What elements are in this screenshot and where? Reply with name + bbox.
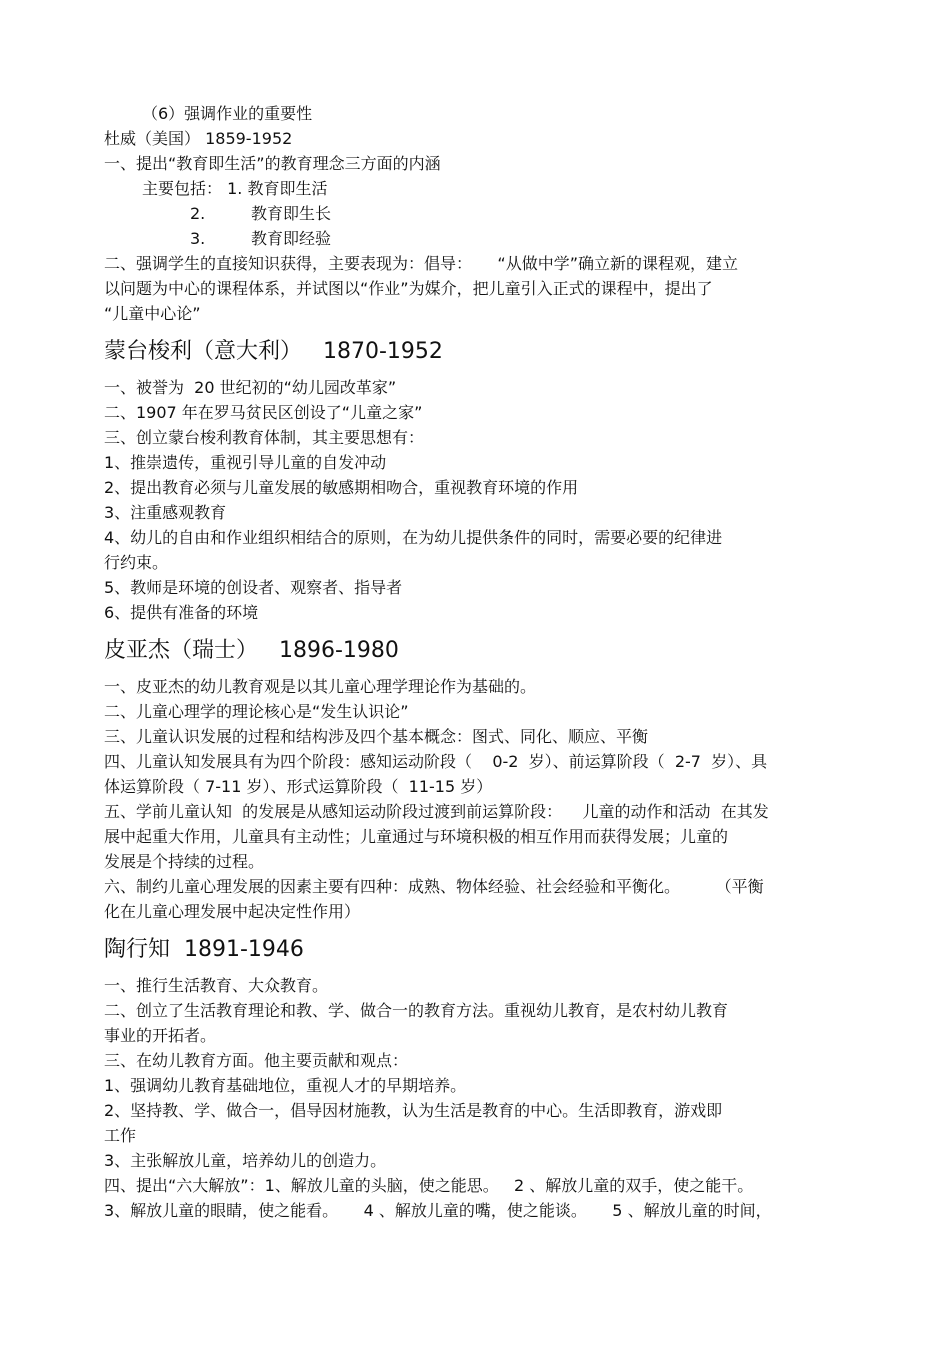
montessori-line-5: 2、提出教育必须与儿童发展的敏感期相吻合，重视教育环境的作用 xyxy=(104,478,579,497)
dewey-line-6: 3. 教育即经验 xyxy=(190,229,332,248)
tao-line-6: 2、坚持教、学、做合一，倡导因材施教，认为生活是教育的中心。生活即教育，游戏即 xyxy=(104,1101,723,1120)
piaget-line-2: 二、儿童心理学的理论核心是“发生认识论” xyxy=(104,702,409,721)
piaget-line-3: 三、儿童认识发展的过程和结构涉及四个基本概念：图式、同化、顺应、平衡 xyxy=(104,727,649,746)
montessori-line-7: 4、幼儿的自由和作业组织相结合的原则，在为幼儿提供条件的同时，需要必要的纪律进 xyxy=(104,528,723,547)
piaget-line-7: 展中起重大作用，儿童具有主动性；儿童通过与环境积极的相互作用而获得发展；儿童的 xyxy=(104,827,729,846)
dewey-heading: 杜威（美国） 1859-1952 xyxy=(104,129,293,148)
dewey-line-8: 以问题为中心的课程体系，并试图以“作业”为媒介，把儿童引入正式的课程中，提出了 xyxy=(104,279,713,298)
tao-line-8: 3、主张解放儿童，培养幼儿的创造力。 xyxy=(104,1151,387,1170)
piaget-line-9: 六、制约儿童心理发展的因素主要有四种：成熟、物体经验、社会经验和平衡化。 （平衡 xyxy=(104,877,764,896)
tao-line-1: 一、推行生活教育、大众教育。 xyxy=(104,976,329,995)
dewey-line-9: “儿童中心论” xyxy=(104,304,201,323)
piaget-line-6: 五、学前儿童认知 的发展是从感知运动阶段过渡到前运算阶段： 儿童的动作和活动 在其发 xyxy=(104,802,769,821)
tao-heading: 陶行知 1891-1946 xyxy=(104,937,304,962)
montessori-line-3: 三、创立蒙台梭利教育体制，其主要思想有： xyxy=(104,428,425,447)
tao-line-7: 工作 xyxy=(104,1126,137,1145)
piaget-heading: 皮亚杰（瑞士） 1896-1980 xyxy=(104,638,399,663)
dewey-line-4: 主要包括： 1. 教育即生活 xyxy=(142,179,328,198)
dewey-line-3: 一、提出“教育即生活”的教育理念三方面的内涵 xyxy=(104,154,441,173)
piaget-line-5: 体运算阶段（ 7-11 岁）、形式运算阶段（ 11-15 岁） xyxy=(104,777,493,796)
piaget-line-10: 化在儿童心理发展中起决定性作用） xyxy=(104,902,361,921)
piaget-line-8: 发展是个持续的过程。 xyxy=(104,852,265,871)
montessori-line-2: 二、1907 年在罗马贫民区创设了“儿童之家” xyxy=(104,403,423,422)
dewey-line-7: 二、强调学生的直接知识获得，主要表现为：倡导： “从做中学”确立新的课程观，建立 xyxy=(104,254,739,273)
piaget-line-4: 四、儿童认知发展具有为四个阶段：感知运动阶段（ 0-2 岁）、前运算阶段（ 2-7 岁）、具 xyxy=(104,752,768,771)
tao-line-10: 3、解放儿童的眼睛，使之能看。 4 、解放儿童的嘴，使之能谈。 5 、解放儿童的时间， xyxy=(104,1201,772,1220)
tao-line-5: 1、强调幼儿教育基础地位，重视人才的早期培养。 xyxy=(104,1076,467,1095)
montessori-line-4: 1、推崇遗传，重视引导儿童的自发冲动 xyxy=(104,453,387,472)
tao-line-4: 三、在幼儿教育方面。他主要贡献和观点： xyxy=(104,1051,409,1070)
montessori-line-8: 行约束。 xyxy=(104,553,169,572)
montessori-line-6: 3、注重感观教育 xyxy=(104,503,227,522)
tao-line-3: 事业的开拓者。 xyxy=(104,1026,217,1045)
tao-line-9: 四、提出“六大解放”：1、解放儿童的头脑，使之能思。 2 、解放儿童的双手，使之能干。 xyxy=(104,1176,754,1195)
montessori-line-9: 5、教师是环境的创设者、观察者、指导者 xyxy=(104,578,403,597)
montessori-line-1: 一、被誉为 20 世纪初的“幼儿园改革家” xyxy=(104,378,397,397)
montessori-line-10: 6、提供有准备的环境 xyxy=(104,603,259,622)
tao-line-2: 二、创立了生活教育理论和教、学、做合一的教育方法。重视幼儿教育，是农村幼儿教育 xyxy=(104,1001,729,1020)
montessori-heading: 蒙台梭利（意大利） 1870-1952 xyxy=(104,339,443,364)
piaget-line-1: 一、皮亚杰的幼儿教育观是以其儿童心理学理论作为基础的。 xyxy=(104,677,537,696)
dewey-line-1: （6）强调作业的重要性 xyxy=(142,104,313,123)
dewey-line-5: 2. 教育即生长 xyxy=(190,204,332,223)
